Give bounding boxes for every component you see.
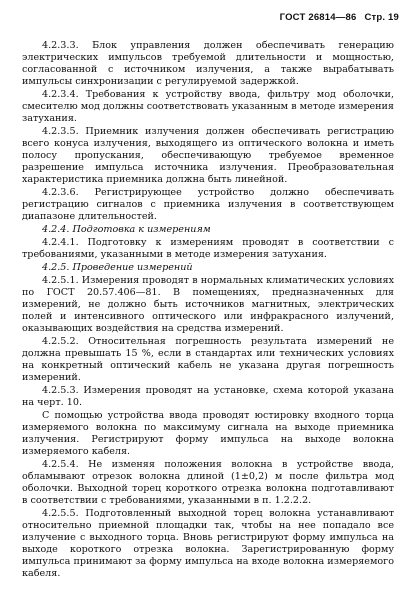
- paragraph-4-2-5-2: 4.2.5.2. Относительная погрешность результата измерений не должна превышать 15 %, если в стандартах или технических условиях на конкретный оптический кабель не указана другая погрешность измерений.: [22, 335, 394, 384]
- paragraph-4-2-5-4: 4.2.5.4. Не изменяя положения волокна в устройстве ввода, обламывают отрезок волокна длиной (1±0,2) м после фильтра мод оболочки. Выходной торец короткого отрезка волокна подготавливают в соответствии с требованиями, указанными в п. 1.2.2.2.: [22, 458, 394, 507]
- page-header: [280, 12, 399, 23]
- paragraph-4-2-5-3: 4.2.5.3. Измерения проводят на установке, схема которой указана на черт. 10.: [22, 384, 394, 408]
- paragraph-4-2-3-5: 4.2.3.5. Приемник излучения должен обеспечивать регистрацию всего конуса излучения, выходящего из оптического волокна и иметь полосу пропускания, обеспечивающую требуемое временное разрешение импульса источника излучения. Преобразовательная характеристика приемника должна быть линейной.: [22, 126, 394, 186]
- paragraph-4-2-3-6: 4.2.3.6. Регистрирующее устройство должно обеспечивать регистрацию сигналов с приемника излучения в соответствующем диапазоне длительностей.: [22, 187, 394, 223]
- section-heading-4-2-5: 4.2.5. Проведение измерений: [42, 261, 193, 273]
- paragraph-4-2-5-1: 4.2.5.1. Измерения проводят в нормальных климатических условиях по ГОСТ 20.57.406—81. В помещениях, предназначенных для измерений, не должно быть источников магнитных, электрических полей и интенсивного оптического или инфракрасного излучений, оказывающих воздействия на средства измерений.: [22, 274, 394, 334]
- paragraph-alignment: С помощью устройства ввода проводят юстировку входного торца измеряемого волокна по максимуму сигнала на выходе приемника излучения. Регистрируют форму импульса на выходе волокна измеряемого кабеля.: [22, 409, 394, 457]
- standard-number: ГОСТ 26814—86: [279, 12, 357, 23]
- paragraph-4-2-5-5: 4.2.5.5. Подготовленный выходной торец волокна устанавливают относительно приемной площадки так, чтобы на нее попадало все излучение с выходного торца. Вновь регистрируют форму импульса на выходе короткого отрезка волокна. Зарегистрированную форму импульса принимают за форму импульса на входе волокна измеряемого кабеля.: [22, 507, 394, 580]
- paragraph-4-2-3-3: 4.2.3.3. Блок управления должен обеспечивать генерацию электрических импульсов требуемой длительности и мощностью, согласованной с источником излучения, а также вырабатывать импульсы синхронизации с регулируемой задержкой.: [22, 40, 394, 88]
- paragraph-4-2-3-4: 4.2.3.4. Требования к устройству ввода, фильтру мод оболочки, смесителю мод должны соответствовать указанным в методе измерения затухания.: [22, 89, 394, 125]
- section-heading-4-2-4: 4.2.4. Подготовка к измерениям: [42, 224, 211, 236]
- document-body: [22, 40, 394, 580]
- page-number: Стр. 19: [364, 12, 399, 23]
- paragraph-4-2-4-1: 4.2.4.1. Подготовку к измерениям проводят в соответствии с требованиями, указанными в методе измерения затухания.: [22, 236, 394, 261]
